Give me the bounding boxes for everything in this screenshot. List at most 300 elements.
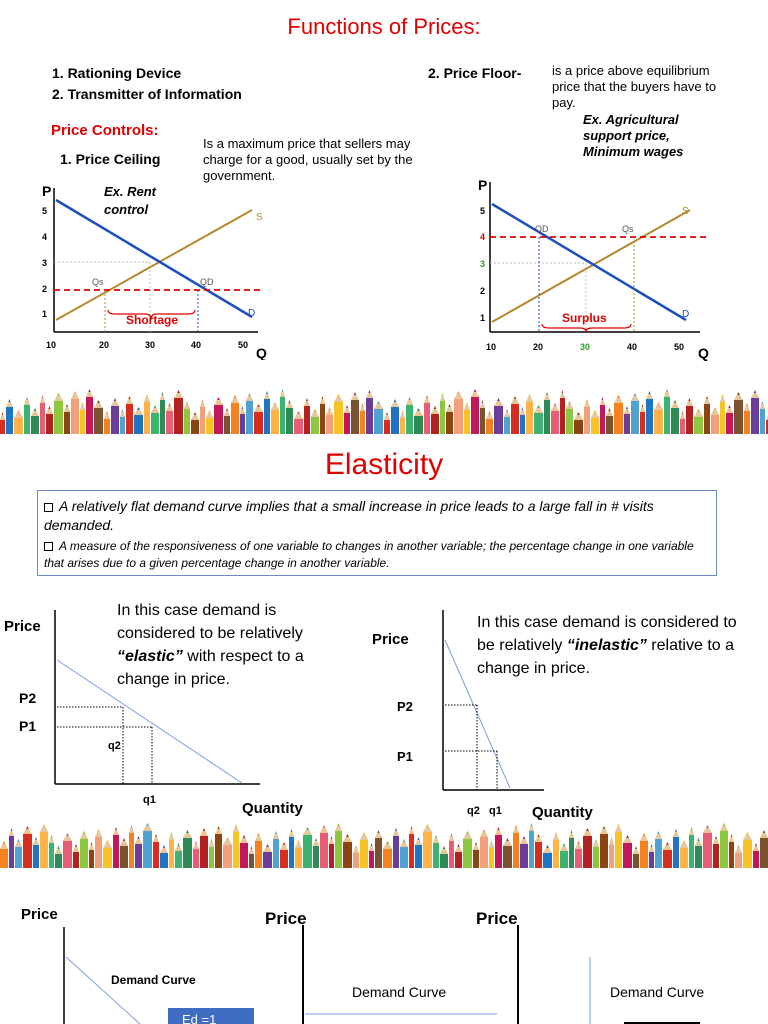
pencil-lead-shape xyxy=(163,845,165,848)
pencil-shape xyxy=(326,415,333,434)
pencil-lead-shape xyxy=(506,409,508,412)
pencil-lead-shape xyxy=(577,841,579,844)
pencil-lead-shape xyxy=(106,411,108,414)
pencil-shape xyxy=(729,842,734,868)
y-axis-label: P xyxy=(42,183,52,199)
pencil-lead-shape xyxy=(408,397,410,400)
pencil-lead-shape xyxy=(731,834,733,837)
pencil-shape xyxy=(673,837,679,868)
pencil-border-divider xyxy=(0,386,768,434)
pencil-shape xyxy=(191,420,199,434)
pencil-lead-shape xyxy=(377,830,379,833)
pencil-lead-shape xyxy=(186,401,188,404)
pencil-lead-shape xyxy=(115,827,117,830)
x-tick: 10 xyxy=(486,342,497,352)
pencil-shape xyxy=(463,839,472,868)
pencil-lead-shape xyxy=(177,390,180,393)
price-axis-label: Price xyxy=(4,618,41,635)
pencil-shape xyxy=(680,419,685,434)
pencil-shape xyxy=(751,398,759,434)
pencil-shape xyxy=(14,418,23,434)
pencil-lead-shape xyxy=(608,408,610,411)
pencil-shape xyxy=(695,846,702,868)
functions-list xyxy=(52,63,242,105)
pencil-lead-shape xyxy=(546,392,548,395)
pencil-shape xyxy=(703,833,712,868)
pencil-shape xyxy=(169,840,174,868)
pencil-lead-shape xyxy=(723,823,725,826)
pencil-lead-shape xyxy=(275,831,277,834)
pencil-lead-shape xyxy=(706,825,709,828)
pencil-shape xyxy=(471,397,479,434)
pencil-shape xyxy=(440,854,448,868)
pencil-lead-shape xyxy=(235,824,237,827)
pencil-shape xyxy=(489,848,494,868)
x-tick: 10 xyxy=(46,340,57,350)
pencil-shape xyxy=(206,418,213,434)
pencil-border-divider xyxy=(0,820,768,868)
pencil-shape xyxy=(584,407,590,434)
pencil-shape xyxy=(455,852,462,868)
pencil-lead-shape xyxy=(288,400,290,403)
pencil-lead-shape xyxy=(83,831,85,834)
pencil-lead-shape xyxy=(11,828,13,831)
pencil-lead-shape xyxy=(537,834,539,837)
pencil-lead-shape xyxy=(66,833,69,836)
pencil-lead-shape xyxy=(602,397,604,400)
pencil-shape xyxy=(151,413,159,434)
pencil-shape xyxy=(233,832,239,868)
pencil-shape xyxy=(329,844,334,868)
qs-label: Qs xyxy=(92,277,104,287)
pencil-shape xyxy=(360,840,368,868)
pencil-lead-shape xyxy=(8,399,10,402)
pencil-shape xyxy=(623,843,632,868)
pencil-lead-shape xyxy=(634,393,636,396)
x-tick: 30 xyxy=(145,340,156,350)
p1-label: P1 xyxy=(19,718,37,734)
pencil-lead-shape xyxy=(17,839,19,842)
pencil-shape xyxy=(366,398,373,434)
pencil-lead-shape xyxy=(368,390,370,393)
pencil-lead-shape xyxy=(211,839,213,842)
functions-title: Functions of Prices: xyxy=(287,14,481,39)
pencil-shape xyxy=(424,403,430,434)
pencil-shape xyxy=(183,838,192,868)
supply-label: S xyxy=(682,206,689,217)
pencil-lead-shape xyxy=(466,831,469,834)
pencil-shape xyxy=(735,853,742,868)
pencil-shape xyxy=(33,845,39,868)
pencil-lead-shape xyxy=(762,401,764,404)
pencil-shape xyxy=(400,418,405,434)
pencil-shape xyxy=(511,404,519,434)
pencil-lead-shape xyxy=(697,838,699,841)
pencil-lead-shape xyxy=(34,408,36,411)
pencil-shape xyxy=(726,413,733,434)
price-axis-label: Price xyxy=(476,909,518,928)
pencil-shape xyxy=(215,834,222,868)
price-controls-heading: Price Controls: xyxy=(51,122,159,139)
pencil-shape xyxy=(464,410,470,434)
pencil-lead-shape xyxy=(402,410,404,413)
elastic-keyword: “elastic” xyxy=(117,648,183,665)
x-tick: 50 xyxy=(238,340,249,350)
pencil-shape xyxy=(320,833,328,868)
p1-label: P1 xyxy=(397,749,413,764)
checkbox-bullet-icon xyxy=(44,542,53,551)
pencil-lead-shape xyxy=(435,835,437,838)
pencil-shape xyxy=(15,847,22,868)
pencil-shape xyxy=(609,845,614,868)
pencil-lead-shape xyxy=(43,824,45,827)
pencil-shape xyxy=(384,420,390,434)
pencil-shape xyxy=(433,843,439,868)
pencil-lead-shape xyxy=(266,391,268,394)
pencil-lead-shape xyxy=(563,843,565,846)
pencil-shape xyxy=(295,848,302,868)
pencil-lead-shape xyxy=(514,396,516,399)
pencil-lead-shape xyxy=(595,839,597,842)
demand-curve-label: Demand Curve xyxy=(352,984,447,1000)
elasticity-bullet-1: A relatively flat demand curve implies that a small increase in price leads to a large fall in # visits demanded. xyxy=(44,498,654,533)
pencil-shape xyxy=(73,852,79,868)
pencil-lead-shape xyxy=(386,412,388,415)
pencil-lead-shape xyxy=(434,406,436,409)
y-tick: 3 xyxy=(480,259,486,269)
pencil-lead-shape xyxy=(217,397,220,400)
pencil-shape xyxy=(86,397,93,434)
pencil-shape xyxy=(694,417,703,434)
pencil-shape xyxy=(71,399,79,434)
pencil-shape xyxy=(743,840,752,868)
pencil-lead-shape xyxy=(57,846,59,849)
pencil-lead-shape xyxy=(131,825,133,828)
pencil-lead-shape xyxy=(395,828,397,831)
pencil-lead-shape xyxy=(306,398,308,401)
pencil-shape xyxy=(49,843,54,868)
pencil-shape xyxy=(560,398,565,434)
pencil-lead-shape xyxy=(74,391,76,394)
elasticity-bullet-2: A measure of the responsiveness of one variable to changes in another variable; the percentage change in one variable that arises due to a given percentage change in another variable. xyxy=(44,539,694,570)
pencil-lead-shape xyxy=(363,832,365,835)
pencil-lead-shape xyxy=(555,832,557,835)
pencil-lead-shape xyxy=(728,405,730,408)
pencil-lead-shape xyxy=(274,402,276,405)
pencil-shape xyxy=(344,413,350,434)
pencil-shape xyxy=(391,407,399,434)
demand-curve xyxy=(57,660,242,783)
price-ceiling-description: Is a maximum price that sellers may charge for a good, usually set by the government. xyxy=(203,136,413,183)
ed-label: Ed =1 xyxy=(182,1012,217,1024)
pencil-lead-shape xyxy=(337,823,339,826)
pencil-shape xyxy=(89,850,94,868)
pencil-shape xyxy=(134,415,143,434)
q2-label: q2 xyxy=(467,805,480,817)
pencil-lead-shape xyxy=(554,403,556,406)
pencil-shape xyxy=(143,831,152,868)
pencil-lead-shape xyxy=(442,393,444,396)
pencil-shape xyxy=(760,838,768,868)
pencil-lead-shape xyxy=(315,838,317,841)
pencil-shape xyxy=(480,408,485,434)
pencil-lead-shape xyxy=(657,402,660,405)
pencil-shape xyxy=(535,842,542,868)
pencil-lead-shape xyxy=(248,393,250,396)
pencil-lead-shape xyxy=(91,842,93,845)
pencil-lead-shape xyxy=(194,412,196,415)
y-tick: 3 xyxy=(42,258,48,268)
qd-label: QD xyxy=(200,277,214,287)
pencil-lead-shape xyxy=(688,398,690,401)
pencil-shape xyxy=(663,850,672,868)
pencil-shape xyxy=(111,406,119,434)
pencil-lead-shape xyxy=(651,844,653,847)
pencil-shape xyxy=(753,851,759,868)
pencil-lead-shape xyxy=(146,394,148,397)
pencil-lead-shape xyxy=(106,840,109,843)
pencil-shape xyxy=(95,837,102,868)
pencil-lead-shape xyxy=(506,838,509,841)
pencil-lead-shape xyxy=(97,400,100,403)
pencil-lead-shape xyxy=(51,835,53,838)
pencil-shape xyxy=(46,414,53,434)
pencil-lead-shape xyxy=(186,830,189,833)
pencil-shape xyxy=(224,416,230,434)
pencil-shape xyxy=(631,401,639,434)
demand-curve-label: Demand Curve xyxy=(610,984,705,1000)
pencil-lead-shape xyxy=(706,396,708,399)
price-axis-label: Price xyxy=(265,909,307,928)
pencil-lead-shape xyxy=(155,834,157,837)
pencil-lead-shape xyxy=(195,841,197,844)
pencil-shape xyxy=(63,841,72,868)
pencil-shape xyxy=(591,418,599,434)
pencil-shape xyxy=(286,408,293,434)
pencil-shape xyxy=(280,397,285,434)
pencil-lead-shape xyxy=(426,824,429,827)
pencil-lead-shape xyxy=(562,390,564,393)
pencil-lead-shape xyxy=(42,395,44,398)
pencil-lead-shape xyxy=(571,830,573,833)
y-tick: 1 xyxy=(480,313,486,323)
pencil-shape xyxy=(400,847,408,868)
pencil-shape xyxy=(649,852,654,868)
pencil-shape xyxy=(160,400,165,434)
pencil-shape xyxy=(553,840,559,868)
pencil-lead-shape xyxy=(377,401,380,404)
pencil-lead-shape xyxy=(457,391,460,394)
pencil-lead-shape xyxy=(523,836,525,839)
pencil-lead-shape xyxy=(202,399,204,402)
pencil-lead-shape xyxy=(355,845,357,848)
pencil-lead-shape xyxy=(88,389,90,392)
pencil-lead-shape xyxy=(354,392,356,395)
pencil-shape xyxy=(473,850,479,868)
pencil-lead-shape xyxy=(282,389,284,392)
pencil-lead-shape xyxy=(168,403,170,406)
pencil-shape xyxy=(375,838,382,868)
x-tick: 20 xyxy=(99,340,110,350)
pencil-lead-shape xyxy=(314,409,316,412)
pencil-shape xyxy=(80,839,88,868)
pencil-shape xyxy=(6,407,13,434)
pencil-shape xyxy=(9,836,14,868)
pencil-lead-shape xyxy=(666,842,669,845)
pencil-lead-shape xyxy=(475,842,477,845)
pencil-lead-shape xyxy=(577,412,580,415)
pencil-lead-shape xyxy=(683,840,685,843)
pencil-lead-shape xyxy=(146,823,149,826)
pencil-shape xyxy=(23,834,32,868)
pencil-shape xyxy=(184,409,190,434)
pencil-lead-shape xyxy=(323,825,325,828)
price-axis-label: Price xyxy=(21,906,58,923)
pencil-shape xyxy=(334,402,343,434)
pencil-lead-shape xyxy=(586,399,588,402)
pencil-shape xyxy=(720,831,728,868)
elastic-demand-graph xyxy=(0,610,330,820)
pencil-shape xyxy=(513,833,519,868)
pencil-shape xyxy=(640,841,648,868)
pencil-lead-shape xyxy=(26,826,29,829)
inelastic-keyword: “inelastic” xyxy=(566,637,647,654)
x-tick: 20 xyxy=(533,342,544,352)
pencil-shape xyxy=(600,834,608,868)
pencil-lead-shape xyxy=(491,840,493,843)
pencil-shape xyxy=(760,409,765,434)
pencil-shape xyxy=(409,834,414,868)
shortage-label: Shortage xyxy=(126,313,179,327)
pencil-lead-shape xyxy=(417,837,419,840)
q1-label: q1 xyxy=(489,805,502,817)
pencil-lead-shape xyxy=(537,405,540,408)
pencil-lead-shape xyxy=(171,832,173,835)
inelastic-description: In this case demand is considered to be relatively “inelastic” relative to a change in price. xyxy=(477,614,737,677)
pencil-lead-shape xyxy=(568,401,570,404)
demand-curve xyxy=(66,957,140,1024)
pencil-shape xyxy=(600,405,605,434)
y-tick: 5 xyxy=(480,206,486,216)
pencil-shape xyxy=(503,846,512,868)
pencil-shape xyxy=(569,838,574,868)
pencil-shape xyxy=(175,851,182,868)
pencil-shape xyxy=(311,417,319,434)
pencil-lead-shape xyxy=(322,396,324,399)
pencil-shape xyxy=(255,841,262,868)
qs-label: Qs xyxy=(622,224,634,234)
pencil-lead-shape xyxy=(337,394,340,397)
pencil-lead-shape xyxy=(457,844,459,847)
pencil-shape xyxy=(160,853,168,868)
pencil-shape xyxy=(664,397,670,434)
pencil-shape xyxy=(55,854,62,868)
pencil-shape xyxy=(720,402,725,434)
pencil-lead-shape xyxy=(297,840,299,843)
pencil-lead-shape xyxy=(251,846,253,849)
pencil-shape xyxy=(273,839,279,868)
pencil-shape xyxy=(655,839,662,868)
pencil-lead-shape xyxy=(234,395,236,398)
pencil-shape xyxy=(223,845,232,868)
pencil-shape xyxy=(126,404,133,434)
pencil-lead-shape xyxy=(643,833,645,836)
pencil-shape xyxy=(289,837,294,868)
pencil-shape xyxy=(166,411,173,434)
pencil-lead-shape xyxy=(443,846,445,849)
pencil-lead-shape xyxy=(488,411,490,414)
pencil-lead-shape xyxy=(242,406,244,409)
pencil-lead-shape xyxy=(97,829,99,832)
function-item: 2. Transmitter of Information xyxy=(52,86,242,102)
pencil-lead-shape xyxy=(497,398,500,401)
y-tick: 4 xyxy=(480,232,486,242)
price-floor-description: is a price above equilibrium price that the buyers have to pay. xyxy=(552,63,717,110)
pencil-lead-shape xyxy=(746,403,748,406)
pencil-lead-shape xyxy=(266,844,269,847)
pencil-shape xyxy=(704,404,710,434)
pencil-lead-shape xyxy=(657,831,659,834)
pencil-lead-shape xyxy=(417,408,420,411)
pencil-shape xyxy=(294,419,303,434)
pencil-shape xyxy=(304,406,310,434)
pencil-lead-shape xyxy=(243,835,245,838)
pencil-shape xyxy=(495,835,502,868)
pencil-lead-shape xyxy=(411,826,413,829)
supply-label: S xyxy=(256,212,263,223)
pencil-shape xyxy=(423,832,432,868)
pencil-shape xyxy=(135,844,142,868)
pencil-lead-shape xyxy=(714,407,716,410)
price-ceiling-label: 1. Price Ceiling xyxy=(60,151,161,167)
pencil-lead-shape xyxy=(474,389,476,392)
pencil-lead-shape xyxy=(362,403,364,406)
pencil-shape xyxy=(303,835,312,868)
pencil-shape xyxy=(646,399,653,434)
pencil-lead-shape xyxy=(114,398,116,401)
pencil-shape xyxy=(351,400,359,434)
y-tick: 4 xyxy=(42,232,48,242)
pencil-shape xyxy=(153,842,159,868)
pencil-lead-shape xyxy=(226,837,229,840)
pencil-shape xyxy=(369,851,374,868)
elasticity-definitions-box xyxy=(37,490,717,576)
pencil-shape xyxy=(80,410,85,434)
pencil-lead-shape xyxy=(746,832,749,835)
pencil-shape xyxy=(615,832,622,868)
pencil-shape xyxy=(689,835,694,868)
pencil-lead-shape xyxy=(208,410,210,413)
pencil-shape xyxy=(374,409,383,434)
pencil-lead-shape xyxy=(226,408,228,411)
pencil-lead-shape xyxy=(257,404,260,407)
pencil-shape xyxy=(144,402,150,434)
pencil-shape xyxy=(449,841,454,868)
pencil-shape xyxy=(280,850,288,868)
pencil-lead-shape xyxy=(128,396,130,399)
supply-curve xyxy=(56,210,252,320)
pencil-lead-shape xyxy=(682,411,684,414)
x-tick: 50 xyxy=(674,342,685,352)
pencil-shape xyxy=(353,853,359,868)
pencil-lead-shape xyxy=(257,833,259,836)
pencil-lead-shape xyxy=(603,826,605,829)
pencil-shape xyxy=(320,404,325,434)
pencil-lead-shape xyxy=(328,407,330,410)
demand-curve-label: Demand Curve xyxy=(111,973,196,987)
pencil-shape xyxy=(24,405,30,434)
pencil-lead-shape xyxy=(154,405,156,408)
